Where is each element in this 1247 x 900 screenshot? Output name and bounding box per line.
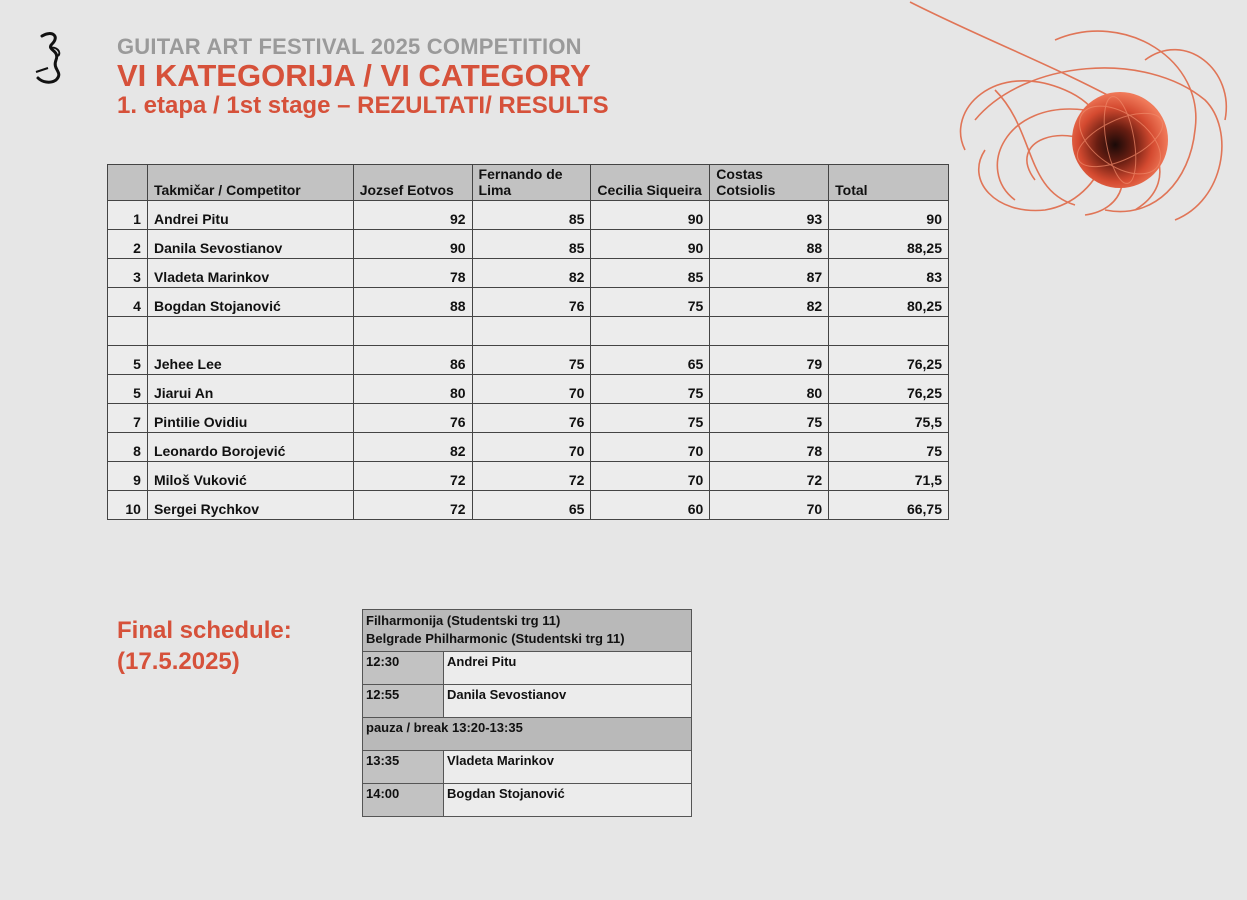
- competitor-cell: Vladeta Marinkov: [147, 259, 353, 288]
- score-cell: 72: [353, 462, 472, 491]
- total-cell: [829, 317, 949, 346]
- total-cell: 90: [829, 201, 949, 230]
- score-cell: 78: [710, 433, 829, 462]
- schedule-body: [363, 610, 692, 817]
- venue-row: [363, 610, 692, 652]
- total-cell: 71,5: [829, 462, 949, 491]
- score-cell: 85: [591, 259, 710, 288]
- table-row: [108, 288, 949, 317]
- table-row: [108, 230, 949, 259]
- results-table: [107, 164, 949, 520]
- total-cell: 66,75: [829, 491, 949, 520]
- score-cell: 75: [591, 288, 710, 317]
- schedule-row: [363, 652, 692, 685]
- score-cell: 90: [591, 201, 710, 230]
- score-cell: 85: [472, 201, 591, 230]
- results-body: [108, 201, 949, 520]
- rank-cell: 5: [108, 346, 148, 375]
- score-cell: 85: [472, 230, 591, 259]
- score-cell: 90: [591, 230, 710, 259]
- score-cell: 70: [710, 491, 829, 520]
- score-cell: 70: [591, 462, 710, 491]
- break-row: [363, 718, 692, 751]
- rank-cell: 7: [108, 404, 148, 433]
- score-cell: 92: [353, 201, 472, 230]
- table-row: [108, 346, 949, 375]
- schedule-row: [363, 685, 692, 718]
- slot-time: 12:55: [363, 685, 444, 718]
- score-cell: 88: [353, 288, 472, 317]
- score-cell: 70: [591, 433, 710, 462]
- festival-logo-icon: [30, 28, 76, 86]
- score-cell: 79: [710, 346, 829, 375]
- total-cell: 75: [829, 433, 949, 462]
- score-cell: 86: [353, 346, 472, 375]
- competitor-cell: Jehee Lee: [147, 346, 353, 375]
- slot-time: 12:30: [363, 652, 444, 685]
- final-schedule-date: (17.5.2025): [117, 648, 240, 675]
- score-cell: 76: [472, 404, 591, 433]
- score-cell: 75: [591, 404, 710, 433]
- table-row: [108, 375, 949, 404]
- page-header: [117, 34, 609, 120]
- score-cell: 70: [472, 375, 591, 404]
- col-competitor: Takmičar / Competitor: [147, 165, 353, 201]
- competitor-cell: Bogdan Stojanović: [147, 288, 353, 317]
- rank-cell: 9: [108, 462, 148, 491]
- rank-cell: 4: [108, 288, 148, 317]
- table-row: [108, 462, 949, 491]
- col-judge-4: Costas Cotsiolis: [710, 165, 829, 201]
- table-row: [108, 433, 949, 462]
- col-judge-3: Cecilia Siqueira: [591, 165, 710, 201]
- final-schedule-title: Final schedule:: [117, 617, 292, 644]
- schedule-row: [363, 784, 692, 817]
- competitor-cell: Leonardo Borojević: [147, 433, 353, 462]
- score-cell: 90: [353, 230, 472, 259]
- score-cell: 87: [710, 259, 829, 288]
- rank-cell: [108, 317, 148, 346]
- venue-name-local: Filharmonija (Studentski trg 11): [366, 613, 561, 628]
- score-cell: [472, 317, 591, 346]
- col-total: Total: [829, 165, 949, 201]
- rank-cell: 3: [108, 259, 148, 288]
- score-cell: 82: [710, 288, 829, 317]
- col-judge-2: Fernando de Lima: [472, 165, 591, 201]
- yarn-ball-decoration: [905, 0, 1247, 230]
- category-title: VI KATEGORIJA / VI CATEGORY: [117, 58, 591, 93]
- score-cell: 93: [710, 201, 829, 230]
- slot-performer: Vladeta Marinkov: [444, 751, 692, 784]
- score-cell: [710, 317, 829, 346]
- score-cell: 80: [353, 375, 472, 404]
- festival-title: GUITAR ART FESTIVAL 2025 COMPETITION: [117, 34, 582, 59]
- rank-cell: 10: [108, 491, 148, 520]
- slot-time: 14:00: [363, 784, 444, 817]
- rank-cell: 8: [108, 433, 148, 462]
- col-rank: [108, 165, 148, 201]
- col-judge-1: Jozsef Eotvos: [353, 165, 472, 201]
- score-cell: 76: [353, 404, 472, 433]
- slot-performer: Bogdan Stojanović: [444, 784, 692, 817]
- score-cell: 76: [472, 288, 591, 317]
- venue-name-english: Belgrade Philharmonic (Studentski trg 11): [366, 631, 625, 646]
- final-schedule-label: [117, 615, 292, 677]
- score-cell: 82: [353, 433, 472, 462]
- total-cell: 80,25: [829, 288, 949, 317]
- break-cell: pauza / break 13:20-13:35: [363, 718, 692, 751]
- table-row: [108, 201, 949, 230]
- rank-cell: 1: [108, 201, 148, 230]
- total-cell: 88,25: [829, 230, 949, 259]
- score-cell: 70: [472, 433, 591, 462]
- score-cell: 72: [710, 462, 829, 491]
- competitor-cell: Sergei Rychkov: [147, 491, 353, 520]
- score-cell: 80: [710, 375, 829, 404]
- total-cell: 76,25: [829, 346, 949, 375]
- competitor-cell: [147, 317, 353, 346]
- score-cell: 65: [472, 491, 591, 520]
- score-cell: 75: [472, 346, 591, 375]
- schedule-row: [363, 751, 692, 784]
- score-cell: 78: [353, 259, 472, 288]
- competitor-cell: Miloš Vuković: [147, 462, 353, 491]
- competitor-cell: Danila Sevostianov: [147, 230, 353, 259]
- spacer-row: [108, 317, 949, 346]
- score-cell: 82: [472, 259, 591, 288]
- slot-performer: Danila Sevostianov: [444, 685, 692, 718]
- score-cell: 72: [472, 462, 591, 491]
- competitor-cell: Jiarui An: [147, 375, 353, 404]
- venue-cell: [363, 610, 692, 652]
- rank-cell: 2: [108, 230, 148, 259]
- score-cell: 72: [353, 491, 472, 520]
- total-cell: 83: [829, 259, 949, 288]
- competitor-cell: Pintilie Ovidiu: [147, 404, 353, 433]
- score-cell: [591, 317, 710, 346]
- slot-time: 13:35: [363, 751, 444, 784]
- total-cell: 76,25: [829, 375, 949, 404]
- score-cell: 75: [591, 375, 710, 404]
- score-cell: 75: [710, 404, 829, 433]
- score-cell: 88: [710, 230, 829, 259]
- table-row: [108, 404, 949, 433]
- results-header-row: [108, 165, 949, 201]
- total-cell: 75,5: [829, 404, 949, 433]
- score-cell: [353, 317, 472, 346]
- competitor-cell: Andrei Pitu: [147, 201, 353, 230]
- schedule-table: [362, 609, 692, 817]
- slot-performer: Andrei Pitu: [444, 652, 692, 685]
- rank-cell: 5: [108, 375, 148, 404]
- score-cell: 60: [591, 491, 710, 520]
- score-cell: 65: [591, 346, 710, 375]
- table-row: [108, 259, 949, 288]
- table-row: [108, 491, 949, 520]
- stage-title: 1. etapa / 1st stage – REZULTATI/ RESULTS: [117, 92, 609, 119]
